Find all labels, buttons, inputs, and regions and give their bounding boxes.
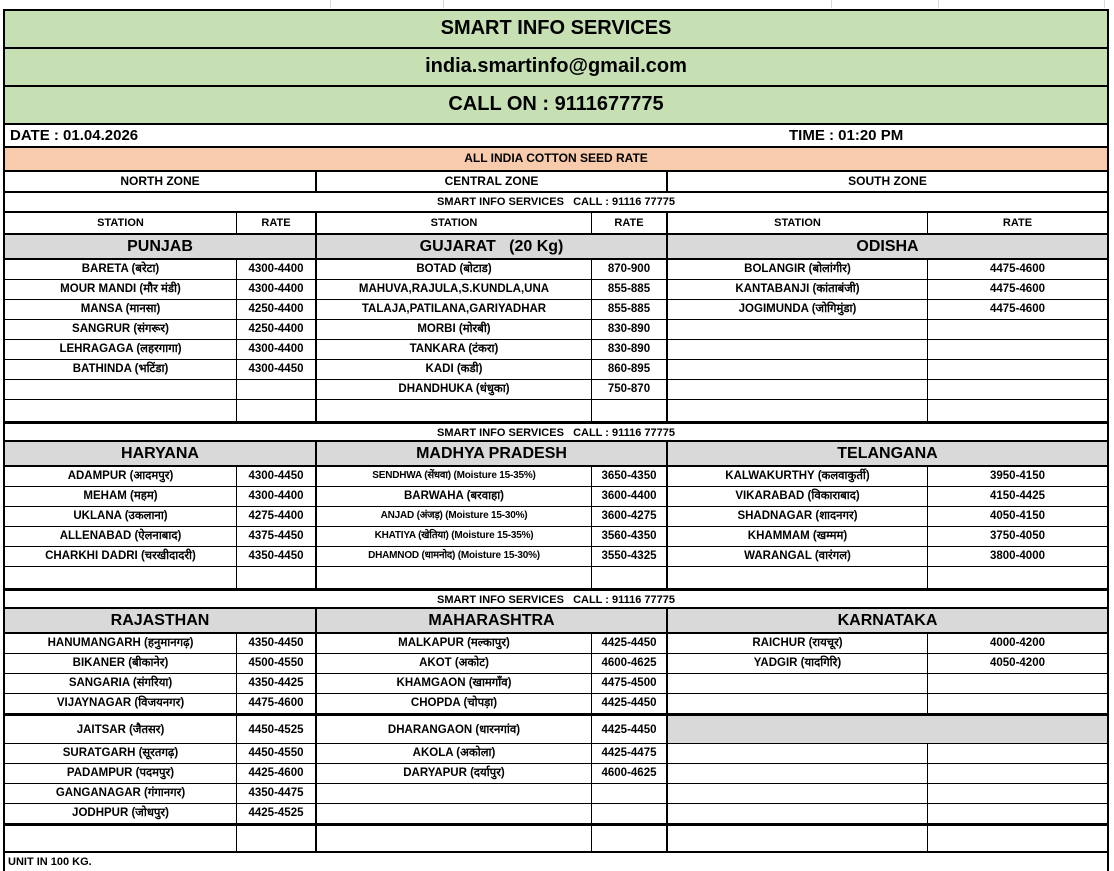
table-row (5, 260, 1107, 280)
rate-cell: 3650-4350 (592, 467, 668, 486)
state-header-row (5, 609, 1107, 634)
rate-cell (592, 567, 668, 588)
station-cell (668, 320, 928, 339)
station-cell: PADAMPUR (पदमपुर) (5, 764, 237, 783)
rate-cell (237, 567, 317, 588)
rate-table (3, 9, 1109, 871)
unit-note: UNIT IN 100 KG. (8, 856, 92, 868)
station-cell (5, 826, 237, 851)
rate-cell (928, 320, 1107, 339)
rate-cell: 4300-4450 (237, 467, 317, 486)
rate-cell: 870-900 (592, 260, 668, 279)
station-cell (668, 826, 928, 851)
rate-cell: 3950-4150 (990, 470, 1045, 482)
rate-cell: 4425-4600 (237, 764, 317, 783)
station-cell: DHARANGAON (धारनगांव) (317, 716, 592, 743)
gray-merged-cell (668, 716, 1107, 743)
column-header-station: STATION (5, 213, 237, 233)
station-cell: KHAMMAM (खम्मम) (668, 527, 928, 546)
rate-cell (928, 804, 1107, 823)
gridline-tick (443, 0, 444, 8)
state-header-punjab: PUNJAB (5, 235, 317, 258)
station-cell: KHAMGAON (खामगाँव) (317, 674, 592, 693)
station-cell: AKOT (अकोट) (317, 654, 592, 673)
station-cell: TALAJA,PATILANA,GARIYADHAR (317, 300, 592, 319)
rate-cell (237, 400, 317, 421)
table-row (5, 804, 1107, 824)
banner-title: ALL INDIA COTTON SEED RATE (5, 148, 1107, 170)
station-cell: GANGANAGAR (गंगानगर) (5, 784, 237, 803)
station-cell: BOTAD (बोटाड) (317, 260, 592, 279)
rate-cell: 830-890 (592, 340, 668, 359)
state-header-gujarat-20-kg: GUJARAT (20 Kg) (317, 235, 668, 258)
gridline-tick (330, 0, 331, 8)
rate-cell: 750-870 (592, 380, 668, 399)
rate-cell (928, 380, 1107, 399)
station-cell: ALLENABAD (ऐलनाबाद) (5, 527, 237, 546)
table-row (5, 280, 1107, 300)
station-cell (317, 400, 592, 421)
rate-cell: 4300-4400 (237, 340, 317, 359)
email-row (5, 49, 1107, 87)
station-cell (317, 784, 592, 803)
state-header-maharashtra: MAHARASHTRA (317, 609, 668, 632)
table-row (5, 507, 1107, 527)
rate-cell: 4050-4150 (990, 510, 1045, 522)
station-cell: JAITSAR (जैतसर) (5, 716, 237, 743)
zone-header-row (5, 172, 1107, 193)
table-row (5, 320, 1107, 340)
gridline-tick (938, 0, 939, 8)
zone-header-central: CENTRAL ZONE (317, 172, 668, 191)
station-cell: MOUR MANDI (मौर मंडी) (5, 280, 237, 299)
station-cell (668, 804, 928, 823)
station-cell: BIKANER (बीकानेर) (5, 654, 237, 673)
table-row (5, 340, 1107, 360)
gridline-tick (1104, 0, 1105, 8)
table-row (5, 824, 1107, 851)
rate-cell (592, 400, 668, 421)
rate-cell: 4475-4600 (990, 263, 1045, 275)
rate-cell (592, 784, 668, 803)
time-label: TIME : 01:20 PM (789, 127, 904, 144)
station-cell: MAHUVA,RAJULA,S.KUNDLA,UNA (317, 280, 592, 299)
table-row (5, 674, 1107, 694)
station-cell: RAICHUR (रायचूर) (668, 634, 928, 653)
rate-cell (928, 826, 1107, 851)
contact-email: india.smartinfo@gmail.com (5, 49, 1107, 85)
rate-cell: 4425-4525 (237, 804, 317, 823)
call-on-row (5, 87, 1107, 125)
station-cell (317, 567, 592, 588)
rate-cell (928, 674, 1107, 693)
rate-cell (928, 360, 1107, 379)
rate-cell: 4450-4550 (237, 744, 317, 763)
rate-cell: 4350-4475 (237, 784, 317, 803)
state-header-row (5, 235, 1107, 260)
table-row (5, 547, 1107, 567)
station-cell: CHOPDA (चोपड़ा) (317, 694, 592, 713)
rate-cell (237, 826, 317, 851)
station-cell (668, 567, 928, 588)
rate-cell: 4425-4450 (592, 716, 668, 743)
state-header-karnataka: KARNATAKA (668, 609, 1107, 632)
station-cell (668, 340, 928, 359)
column-header-rate: RATE (592, 213, 668, 233)
station-cell (668, 360, 928, 379)
station-cell: SHADNAGAR (शादनगर) (668, 507, 928, 526)
station-cell (668, 380, 928, 399)
column-header-row (5, 213, 1107, 235)
rate-cell: 4425-4475 (592, 744, 668, 763)
station-cell: CHARKHI DADRI (चरखीदादरी) (5, 547, 237, 566)
table-row (5, 784, 1107, 804)
station-cell: LEHRAGAGA (लहरगागा) (5, 340, 237, 359)
column-header-station: STATION (317, 213, 592, 233)
station-cell (317, 804, 592, 823)
rate-cell: 4425-4450 (592, 634, 668, 653)
date-label: DATE : 01.04.2026 (10, 127, 139, 144)
station-cell (668, 694, 928, 713)
station-cell (5, 400, 237, 421)
state-header-odisha: ODISHA (668, 235, 1107, 258)
rate-cell: 4350-4450 (237, 547, 317, 566)
station-cell: DARYAPUR (दर्यापुर) (317, 764, 592, 783)
call-band: SMART INFO SERVICES CALL : 91116 77775 (436, 196, 675, 208)
rate-cell (592, 804, 668, 823)
state-header-telangana: TELANGANA (668, 442, 1107, 465)
column-header-rate: RATE (237, 213, 317, 233)
station-cell (317, 826, 592, 851)
table-row (5, 764, 1107, 784)
rate-cell: 4500-4550 (237, 654, 317, 673)
rate-cell (237, 380, 317, 399)
station-cell: VIJAYNAGAR (विजयनगर) (5, 694, 237, 713)
station-cell: JODHPUR (जोधपुर) (5, 804, 237, 823)
rate-cell: 4150-4425 (990, 490, 1045, 502)
column-header-station: STATION (668, 213, 928, 233)
station-cell: DHAMNOD (धामनोद) (Moisture 15-30%) (317, 547, 592, 566)
banner-row (5, 148, 1107, 172)
station-cell: SENDHWA (सेंधवा) (Moisture 15-35%) (317, 467, 592, 486)
table-row (5, 360, 1107, 380)
station-cell: BATHINDA (भटिंडा) (5, 360, 237, 379)
rate-cell (928, 764, 1107, 783)
station-cell: ADAMPUR (आदमपुर) (5, 467, 237, 486)
table-row (5, 744, 1107, 764)
station-cell: DHANDHUKA (धंधुका) (317, 380, 592, 399)
station-cell: KANTABANJI (कांताबंजी) (668, 280, 928, 299)
station-cell: ANJAD (अंजड़) (Moisture 15-30%) (317, 507, 592, 526)
rate-cell: 4425-4450 (592, 694, 668, 713)
station-cell: TANKARA (टंकरा) (317, 340, 592, 359)
station-cell: KADI (कडी) (317, 360, 592, 379)
station-cell: VIKARABAD (विकाराबाद) (668, 487, 928, 506)
call-band: SMART INFO SERVICES CALL : 91116 77775 (436, 427, 675, 439)
state-header-row (5, 442, 1107, 467)
state-header-haryana: HARYANA (5, 442, 317, 465)
station-cell: JOGIMUNDA (जोगिमुंडा) (668, 300, 928, 319)
zone-header-north: NORTH ZONE (5, 172, 317, 191)
rate-cell (928, 400, 1107, 421)
rate-cell: 4300-4450 (237, 360, 317, 379)
station-cell (668, 674, 928, 693)
rate-cell: 860-895 (592, 360, 668, 379)
table-row (5, 300, 1107, 320)
station-cell: SANGRUR (संगरूर) (5, 320, 237, 339)
page-title: SMART INFO SERVICES (5, 11, 1107, 47)
station-cell (5, 380, 237, 399)
rate-cell (928, 744, 1107, 763)
column-header-rate: RATE (1002, 217, 1033, 229)
station-cell: KHATIYA (खेतिया) (Moisture 15-35%) (317, 527, 592, 546)
station-cell: BARETA (बरेटा) (5, 260, 237, 279)
rate-cell: 4250-4400 (237, 320, 317, 339)
rate-cell: 4350-4450 (237, 634, 317, 653)
station-cell (668, 400, 928, 421)
state-header-madhya-pradesh: MADHYA PRADESH (317, 442, 668, 465)
call-band-row (5, 589, 1107, 609)
station-cell: KALWAKURTHY (कलवाकुर्ती) (668, 467, 928, 486)
station-cell: YADGIR (यादगिरि) (668, 654, 928, 673)
rate-cell: 3800-4000 (990, 550, 1045, 562)
station-cell: MALKAPUR (मल्कापुर) (317, 634, 592, 653)
rate-cell: 3600-4275 (592, 507, 668, 526)
rate-cell: 3750-4050 (990, 530, 1045, 542)
station-cell (668, 744, 928, 763)
rate-cell (928, 694, 1107, 713)
station-cell: BOLANGIR (बोलांगीर) (668, 260, 928, 279)
rate-cell: 830-890 (592, 320, 668, 339)
gridline-tick (831, 0, 832, 8)
rate-cell (928, 340, 1107, 359)
rate-cell: 4475-4600 (990, 303, 1045, 315)
station-cell: MANSA (मानसा) (5, 300, 237, 319)
rate-grid (5, 235, 1107, 851)
station-cell: SANGARIA (संगरिया) (5, 674, 237, 693)
contact-phone: CALL ON : 9111677775 (5, 87, 1107, 123)
table-row (5, 694, 1107, 714)
table-row (5, 400, 1107, 422)
table-row (5, 634, 1107, 654)
rate-cell: 4000-4200 (990, 637, 1045, 649)
station-cell: BARWAHA (बरवाहा) (317, 487, 592, 506)
rate-cell: 4300-4400 (237, 487, 317, 506)
station-cell (668, 764, 928, 783)
call-band: SMART INFO SERVICES CALL : 91116 77775 (436, 594, 675, 606)
station-cell (5, 567, 237, 588)
rate-cell: 3600-4400 (592, 487, 668, 506)
rate-cell: 3550-4325 (592, 547, 668, 566)
table-row (5, 714, 1107, 744)
rate-cell: 4275-4400 (237, 507, 317, 526)
rate-cell: 855-885 (592, 300, 668, 319)
table-row (5, 527, 1107, 547)
station-cell (668, 784, 928, 803)
title-row (5, 11, 1107, 49)
station-cell: HANUMANGARH (हनुमानगढ़) (5, 634, 237, 653)
unit-row (5, 851, 1107, 871)
rate-cell: 855-885 (592, 280, 668, 299)
table-row (5, 467, 1107, 487)
rate-cell: 4300-4400 (237, 280, 317, 299)
state-header-rajasthan: RAJASTHAN (5, 609, 317, 632)
rate-cell: 4475-4600 (237, 694, 317, 713)
station-cell: AKOLA (अकोला) (317, 744, 592, 763)
rate-cell: 4600-4625 (592, 764, 668, 783)
station-cell: MEHAM (महम) (5, 487, 237, 506)
rate-cell: 4475-4500 (592, 674, 668, 693)
rate-cell: 3560-4350 (592, 527, 668, 546)
table-row (5, 567, 1107, 589)
table-row (5, 654, 1107, 674)
table-row (5, 380, 1107, 400)
station-cell: WARANGAL (वारंगल) (668, 547, 928, 566)
call-band-row (5, 193, 1107, 213)
rate-cell: 4050-4200 (990, 657, 1045, 669)
station-cell: MORBI (मोरबी) (317, 320, 592, 339)
rate-cell (928, 784, 1107, 803)
rate-cell: 4375-4450 (237, 527, 317, 546)
rate-cell: 4600-4625 (592, 654, 668, 673)
date-time-row (5, 125, 1107, 148)
rate-cell: 4475-4600 (990, 283, 1045, 295)
zone-header-south: SOUTH ZONE (848, 174, 927, 188)
table-row (5, 487, 1107, 507)
rate-cell (592, 826, 668, 851)
rate-cell: 4450-4525 (237, 716, 317, 743)
rate-cell (928, 567, 1107, 588)
station-cell: UKLANA (उकलाना) (5, 507, 237, 526)
station-cell: SURATGARH (सूरतगढ़) (5, 744, 237, 763)
call-band-row (5, 422, 1107, 442)
rate-cell: 4250-4400 (237, 300, 317, 319)
rate-cell: 4350-4425 (237, 674, 317, 693)
rate-cell: 4300-4400 (237, 260, 317, 279)
